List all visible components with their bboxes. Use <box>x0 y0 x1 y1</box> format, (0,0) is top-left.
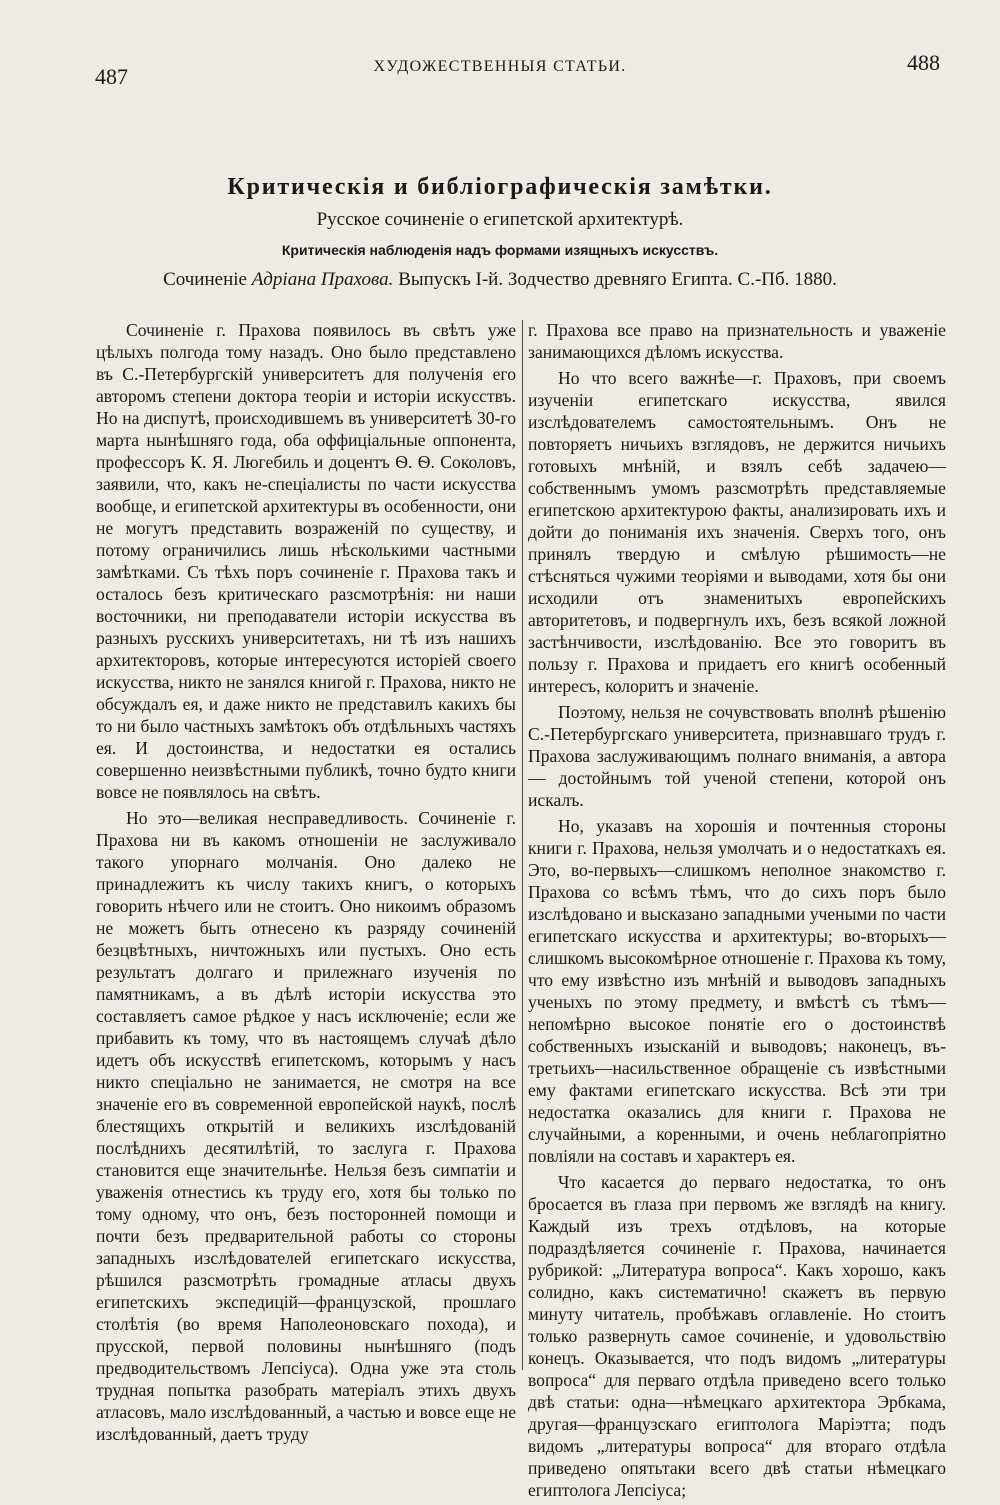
paragraph-continued: г. Прахова все право на признательность и уваженіе занимающихся дѣломъ искусства. <box>528 320 946 362</box>
citation-details: Выпускъ І-й. Зодчество древняго Египта. С.-Пб. 1880. <box>393 269 837 290</box>
article-title: Критическія и библіографическія замѣтки. <box>227 174 773 200</box>
paragraph: Но что всего важнѣе—г. Праховъ, при своемъ изученіи египетскаго искусства, явился изслѣдователемъ самостоятельнымъ. Онъ не повторяетъ ничьихъ взглядовъ, не держится ничьихъ готовыхъ мнѣній, и взялъ себѣ задачею—собственнымъ умомъ разсмотрѣть представляемые египетскою архитектурою факты, анализировать ихъ и дойти до пониманія ихъ значенія. Сверхъ того, онъ принялъ твердую и смѣлую рѣшимость—не стѣсняться чужими теоріями и выводами, хотя бы они исходили отъ знаменитыхъ европейскихъ авторитетовъ, и подвергнулъ ихъ, безъ всякой ложной застѣнчивости, изслѣдованію. Все это говоритъ въ пользу г. Прахова и придаетъ его книгѣ особенный интересъ, колоритъ и значеніе. <box>528 368 946 696</box>
right-column <box>528 319 946 1505</box>
citation-prefix: Сочиненіе <box>163 269 252 290</box>
book-citation <box>0 269 1000 291</box>
left-column <box>96 319 516 1449</box>
citation-author: Адріана Прахова. <box>251 269 394 290</box>
running-head <box>0 46 1000 89</box>
paragraph: Но, указавъ на хорошія и почтенныя стороны книги г. Прахова, нельзя умолчать и о недостаткахъ ея. Это, во-первыхъ—слишкомъ неполное знакомство г. Прахова со всѣмъ тѣмъ, что до сихъ поръ было изслѣдовано и высказано западными учеными по части египетскаго искусства и архитектуры; во-вторыхъ—слишкомъ высокомѣрное отношеніе г. Прахова къ тому, что ему извѣстно изъ мнѣній и выводовъ западныхъ ученыхъ по этому предмету, и вмѣстѣ съ тѣмъ—непомѣрно высокое понятіе его о достоинствѣ собственныхъ изысканій и выводовъ; наконецъ, въ-третьихъ—насильственное обращеніе съ извѣстными ему фактами египетскаго искусства. Всѣ эти три недостатка оказались для книги г. Прахова не случайными, а коренными, и очень неблагопріятно повліяли на составъ и характеръ ея. <box>528 816 946 1166</box>
paragraph: Сочиненіе г. Прахова появилось въ свѣтъ уже цѣлыхъ полгода тому назадъ. Оно было представлено въ С.-Петербургскій университетъ для полученія его авторомъ степени доктора теоріи и исторіи искусствъ. Но на диспутѣ, происходившемъ въ университетѣ 30-го марта нынѣшняго года, оба оффиціальные оппонента, профессоръ К. Я. Люгебиль и доцентъ Ѳ. Ѳ. Соколовъ, заявили, что, какъ не-спеціалисты по части искусства вообще, и египетской архитектуры въ особенности, они не могутъ представить возраженій по существу, и потому ограничились лишь нѣсколькими частными замѣтками. Съ тѣхъ поръ сочиненіе г. Прахова такъ и осталось безъ критическаго разсмотрѣнія: ни наши восточники, ни преподаватели исторіи искусства въ разныхъ русскихъ университетахъ, ни тѣ изъ нашихъ архитекторовъ, которые интересуются исторіей своего искусства, никто не занялся книгой г. Прахова, никто не обсуждалъ ея, и даже никто не представилъ какихъ бы то ни было частныхъ замѣтокъ объ отдѣльныхъ частяхъ ея. И достоинства, и недостатки ея остались совершенно неизвѣстными публикѣ, точно будто книги вовсе не появлялось на свѣтъ. <box>96 320 516 802</box>
page-number-left: 487 <box>95 64 128 89</box>
page-number-right: 488 <box>907 50 940 75</box>
paragraph: Но это—великая несправедливость. Сочиненіе г. Прахова ни въ какомъ отношеніи не заслуживало такого упорнаго молчанія. Оно далеко не принадлежитъ къ числу такихъ книгъ, о которыхъ говорить нѣчего или не стоитъ. Оно никоимъ образомъ не можетъ быть отнесено къ разряду сочиненій безцвѣтныхъ, ничтожныхъ или пустыхъ. Оно есть результатъ долгаго и прилежнаго изученія по памятникамъ, а въ дѣлѣ исторіи искусства это составляетъ самое рѣдкое у насъ исключеніе; если же прибавить къ тому, что въ настоящемъ случаѣ дѣло идетъ объ искусствѣ египетскомъ, которымъ у насъ никто спеціально не занимается, не смотря на все значеніе его въ современной европейской наукѣ, послѣ блестящихъ открытій и великихъ изслѣдованій послѣднихъ десятилѣтій, то заслуга г. Прахова становится еще значительнѣе. Нельзя безъ симпатіи и уваженія отнестись къ труду его, хотя бы только по тому одному, что онъ, безъ посторонней помощи и почти безъ предварительной работы со стороны западныхъ изслѣдователей египетскаго искусства, рѣшился разсмотрѣть громадные атласы двухъ египетскихъ экспедицій—французской, прошлаго столѣтія (во время Наполеоновскаго похода), и прусской, первой половины нынѣшняго (подъ предводительствомъ Лепсіуса). Одна уже эта столь трудная попытка разобрать матеріалъ этихъ двухъ атласовъ, мало изслѣдованный, а частью и вовсе еще не изслѣдованный, даетъ труду <box>96 808 516 1444</box>
article-subheading: Критическія наблюденія надъ формами изящныхъ искусствъ. <box>281 242 719 258</box>
article-subtitle: Русское сочиненіе о египетской архитектурѣ. <box>316 209 684 230</box>
column-divider <box>522 320 523 1370</box>
paragraph: Что касается до перваго недостатка, то онъ бросается въ глаза при первомъ же взглядѣ на книгу. Каждый изъ трехъ отдѣловъ, на которые подраздѣляется сочиненіе г. Прахова, начинается рубрикой: „Литература вопроса“. Какъ хорошо, какъ солидно, какъ систематично! скажетъ въ первую минуту читатель, пробѣжавъ оглавленіе. Но стоитъ только развернуть самое сочиненіе, и удовольствію конецъ. Оказывается, что подъ видомъ „литературы вопроса“ для перваго отдѣла приведено всего только двѣ статьи: одна—нѣмецкаго архитектора Эрбкама, другая—французскаго египтолога Маріэтта; подъ видомъ „литературы вопроса“ для втораго отдѣла приведено опятьтаки всего двѣ статьи нѣмецкаго египтолога Лепсіуса; <box>528 1172 946 1500</box>
section-title: ХУДОЖЕСТВЕННЫЯ СТАТЬИ. <box>373 58 627 75</box>
article-heading <box>0 174 1000 291</box>
paragraph: Поэтому, нельзя не сочувствовать вполнѣ рѣшенію С.-Петербургскаго университета, признавшаго трудъ г. Прахова заслуживающимъ полнаго вниманія, а автора— достойнымъ той ученой степени, которой онъ искалъ. <box>528 702 946 810</box>
